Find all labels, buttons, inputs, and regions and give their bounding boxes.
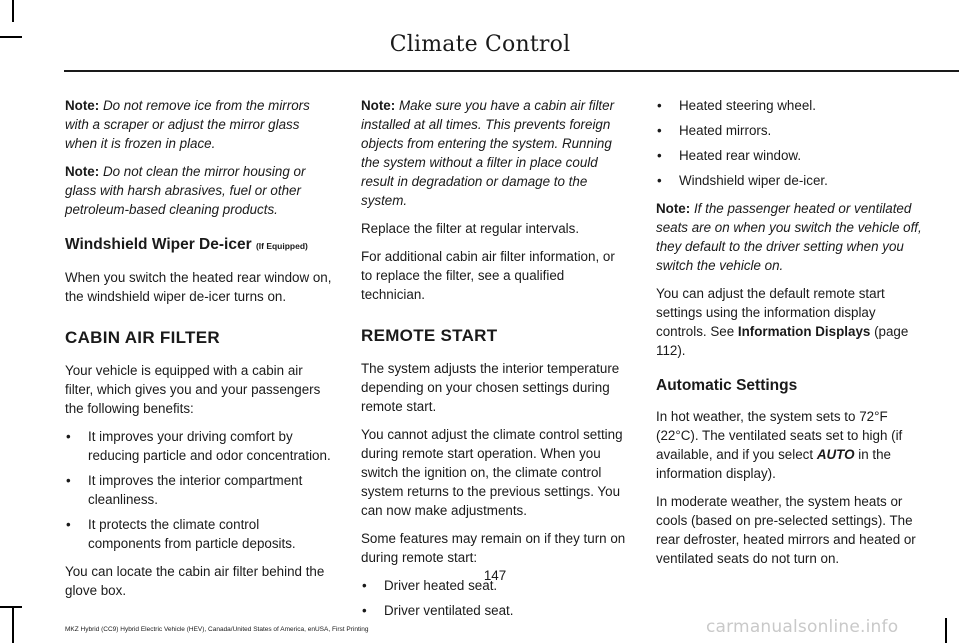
- cabin-air-filter-heading: CABIN AIR FILTER: [65, 328, 220, 347]
- list-item: • It protects the climate control components from particle deposits.: [65, 515, 332, 553]
- note-label: Note:: [656, 201, 691, 216]
- page-title: Climate Control: [389, 32, 571, 57]
- note-text: If the passenger heated or ventilated seats are on when you switch the vehicle off, they default to the driver setting when you switch the vehicle on.: [656, 201, 922, 273]
- replace-filter-text: Replace the filter at regular intervals.: [361, 221, 580, 236]
- information-displays-link[interactable]: Information Displays: [737, 324, 871, 339]
- note-filter-installed: [361, 96, 628, 210]
- note-label: Note:: [65, 98, 100, 113]
- wiper-deicer-heading-text: Windshield Wiper De-icer: [65, 236, 252, 253]
- wiper-deicer-body: When you switch the heated rear window on, the windshield wiper de-icer turns on.: [65, 270, 332, 304]
- list-item: • Heated rear window.: [656, 146, 929, 165]
- filter-benefits-list: [65, 427, 332, 553]
- footer-text: MKZ Hybrid (CC9) Hybrid Electric Vehicle (HEV), Canada/United States of America, enUSA, First Printing: [65, 626, 369, 633]
- note-passenger-seats: [656, 199, 929, 275]
- if-equipped-tag: (If Equipped): [255, 241, 308, 251]
- note-mirror-clean: [65, 162, 332, 219]
- column-1: [65, 96, 332, 609]
- column-2: [361, 96, 628, 629]
- filter-location: You can locate the cabin air filter behind the glove box.: [65, 564, 325, 598]
- list-item: • Heated steering wheel.: [656, 96, 929, 115]
- list-item: • Driver ventilated seat.: [361, 601, 628, 620]
- auto-label: AUTO: [816, 447, 855, 462]
- note-label: Note:: [65, 164, 100, 179]
- list-item: • Heated mirrors.: [656, 121, 929, 140]
- remote-settings-post: (page 112).: [656, 324, 909, 358]
- note-mirror-ice: [65, 96, 332, 153]
- remote-settings-pre: You can adjust the default remote start settings using the information display controls. See: [656, 286, 885, 339]
- remote-start-p2: You cannot adjust the climate control setting during remote start operation. When you switch the ignition on, the climate control system returns to the previous settings. You can now make adjustments.: [361, 427, 623, 518]
- note-label: Note:: [361, 98, 396, 113]
- hot-weather-post: in the information display).: [656, 447, 892, 481]
- page-number: 147: [483, 568, 507, 583]
- note-text: Do not clean the mirror housing or glass with harsh abrasives, fuel or other petroleum-based cleaning products.: [65, 164, 306, 217]
- hot-weather-pre: In hot weather, the system sets to 72°F (22°C). The ventilated seats set to high (if available, and if you select: [656, 409, 903, 462]
- watermark: carmanualsonline.info: [706, 617, 899, 637]
- list-item: • Driver heated seat.: [361, 576, 628, 595]
- wiper-deicer-heading: [65, 235, 332, 256]
- remote-start-p3: Some features may remain on if they turn on during remote start:: [361, 531, 626, 565]
- remote-settings-text: [656, 284, 929, 360]
- crop-mark-bottom-right-v: [945, 618, 947, 643]
- moderate-weather-text: In moderate weather, the system heats or cools (based on pre-selected settings). The rear defroster, heated mirrors and heated or ventilated seats do not turn on.: [656, 494, 916, 566]
- filter-intro: Your vehicle is equipped with a cabin air filter, which gives you and your passengers the following benefits:: [65, 363, 321, 416]
- list-item: • Windshield wiper de-icer.: [656, 171, 929, 190]
- note-text: Make sure you have a cabin air filter installed at all times. This prevents foreign objects from entering the system. Running the system without a filter in place could result in degradation or damage to the system.: [361, 98, 615, 208]
- list-item: • It improves the interior compartment cleanliness.: [65, 471, 332, 509]
- additional-info-text: For additional cabin air filter information, or to replace the filter, see a qualified technician.: [361, 249, 615, 302]
- note-text: Do not remove ice from the mirrors with a scraper or adjust the mirror glass when it is frozen in place.: [65, 98, 310, 151]
- crop-mark-bottom-left-v: [12, 606, 14, 643]
- automatic-settings-heading: Automatic Settings: [656, 377, 798, 394]
- crop-mark-bottom-left-h: [0, 606, 22, 608]
- hot-weather-text: [656, 407, 929, 483]
- list-item: • It improves your driving comfort by reducing particle and odor concentration.: [65, 427, 332, 465]
- crop-mark-top-left-v: [12, 0, 14, 22]
- header-rule: [64, 70, 959, 72]
- column-3: [656, 96, 929, 577]
- remote-start-features-list-cont: [656, 96, 929, 190]
- remote-start-heading: REMOTE START: [361, 326, 498, 345]
- remote-start-p1: The system adjusts the interior temperature depending on your chosen settings during remote start.: [361, 361, 620, 414]
